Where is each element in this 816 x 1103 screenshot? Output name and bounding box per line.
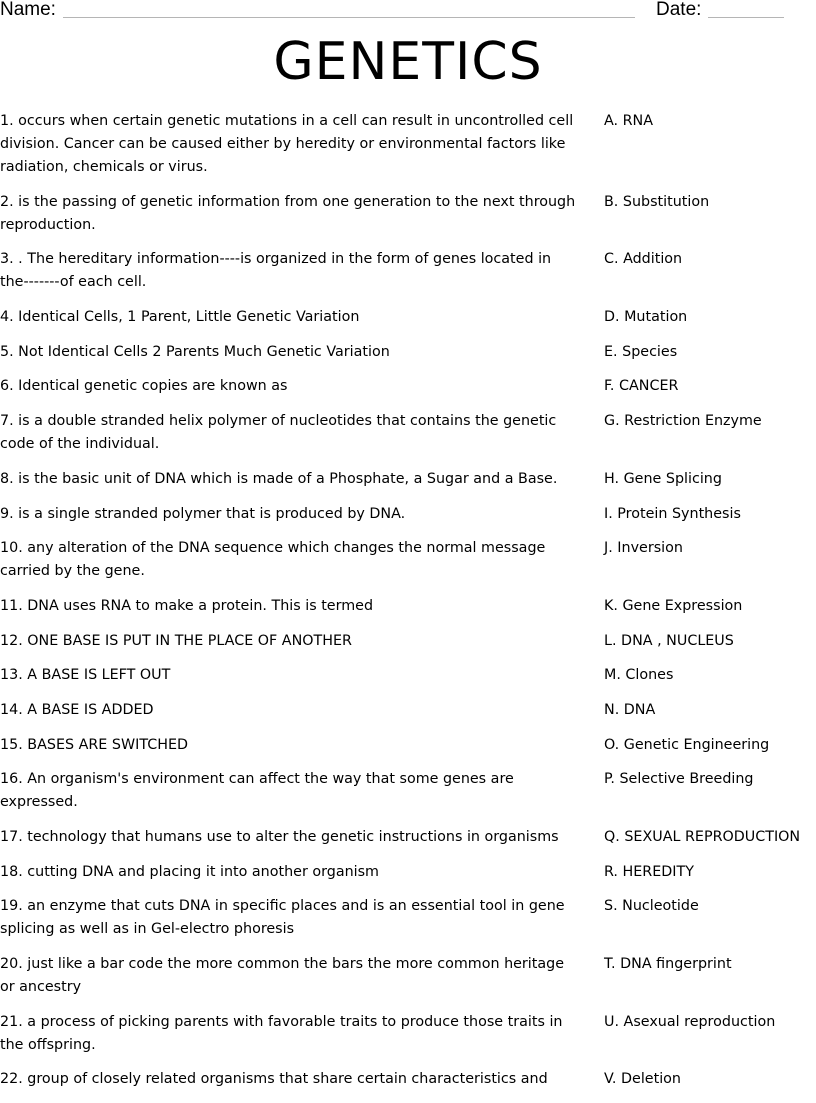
question-text: 6. Identical genetic copies are known as xyxy=(0,378,288,395)
page-title: GENETICS xyxy=(273,32,543,92)
answer-option: O. Genetic Engineering xyxy=(604,736,770,753)
question-row xyxy=(0,248,816,294)
answer-option: E. Species xyxy=(604,343,678,360)
question-row xyxy=(0,630,816,653)
answer-option: S. Nucleotide xyxy=(604,898,699,915)
question-row xyxy=(0,664,816,687)
question-text: 2. is the passing of genetic information from one generation to the next through reproduction. xyxy=(0,193,576,233)
question-row xyxy=(0,468,816,491)
answer-option: T. DNA fingerprint xyxy=(604,956,732,973)
answer-option: A. RNA xyxy=(604,113,654,129)
answer-option: L. DNA , NUCLEUS xyxy=(604,632,734,649)
answer-option: B. Substitution xyxy=(604,193,710,210)
question-row xyxy=(0,410,816,456)
question-row xyxy=(0,861,816,884)
answer-option: I. Protein Synthesis xyxy=(604,505,741,522)
answer-option: F. CANCER xyxy=(604,378,679,395)
answer-option: R. HEREDITY xyxy=(604,863,694,880)
question-row xyxy=(0,306,816,329)
answer-option: N. DNA xyxy=(604,701,656,718)
answer-option: P. Selective Breeding xyxy=(604,771,754,788)
question-row xyxy=(0,734,816,757)
question-row xyxy=(0,953,816,999)
question-row xyxy=(0,537,816,583)
header-row xyxy=(0,0,816,24)
question-text: 1. occurs when certain genetic mutations in a cell can result in uncontrolled cell division. Cancer can be caused either by heredity or environmental factors like radiation, chemicals or virus. xyxy=(0,113,574,175)
question-text: 19. an enzyme that cuts DNA in specific places and is an essential tool in gene splicing as well as in Gel-electro phoresis xyxy=(0,898,565,938)
answer-option: J. Inversion xyxy=(604,540,683,557)
question-text: 18. cutting DNA and placing it into another organism xyxy=(0,863,379,880)
question-text: 15. BASES ARE SWITCHED xyxy=(0,736,188,753)
question-text: 9. is a single stranded polymer that is produced by DNA. xyxy=(0,505,406,522)
question-text: 10. any alteration of the DNA sequence which changes the normal message carried by the gene. xyxy=(0,540,546,580)
question-row xyxy=(0,826,816,849)
answer-option: C. Addition xyxy=(604,251,683,268)
question-row xyxy=(0,503,816,526)
answer-option: D. Mutation xyxy=(604,309,688,326)
question-row xyxy=(0,191,816,237)
question-text: 14. A BASE IS ADDED xyxy=(0,701,154,718)
question-text: 5. Not Identical Cells 2 Parents Much Genetic Variation xyxy=(0,343,390,360)
answer-option: H. Gene Splicing xyxy=(604,470,722,487)
question-row xyxy=(0,895,816,941)
answer-option: K. Gene Expression xyxy=(604,597,743,614)
date-field[interactable] xyxy=(708,17,784,18)
question-text: 20. just like a bar code the more common the bars the more common heritage or ancestry xyxy=(0,956,565,996)
date-label: Date: xyxy=(656,0,702,20)
question-row xyxy=(0,1068,816,1091)
answer-option: Q. SEXUAL REPRODUCTION xyxy=(604,829,801,845)
question-row xyxy=(0,110,816,179)
answer-option: G. Restriction Enzyme xyxy=(604,413,762,430)
question-row xyxy=(0,768,816,814)
name-field[interactable] xyxy=(63,17,635,18)
question-text: 22. group of closely related organisms that share certain characteristics and xyxy=(0,1071,548,1088)
matching-list xyxy=(0,110,816,1103)
question-text: 21. a process of picking parents with favorable traits to produce those traits in the offspring. xyxy=(0,1013,563,1053)
question-row xyxy=(0,1011,816,1057)
question-text: 16. An organism's environment can affect the way that some genes are expressed. xyxy=(0,771,514,811)
question-text: 17. technology that humans use to alter the genetic instructions in organisms xyxy=(0,829,559,845)
answer-option: U. Asexual reproduction xyxy=(604,1013,776,1030)
answer-option: V. Deletion xyxy=(604,1071,681,1088)
question-text: 12. ONE BASE IS PUT IN THE PLACE OF ANOTHER xyxy=(0,632,352,649)
name-label: Name: xyxy=(0,0,56,20)
question-text: 8. is the basic unit of DNA which is made of a Phosphate, a Sugar and a Base. xyxy=(0,470,558,487)
question-text: 3. . The hereditary information----is organized in the form of genes located in the-------of each cell. xyxy=(0,251,552,291)
question-row xyxy=(0,341,816,364)
question-text: 11. DNA uses RNA to make a protein. This is termed xyxy=(0,597,374,614)
question-row xyxy=(0,699,816,722)
question-row xyxy=(0,595,816,618)
question-row xyxy=(0,375,816,398)
question-text: 4. Identical Cells, 1 Parent, Little Genetic Variation xyxy=(0,309,360,326)
question-text: 13. A BASE IS LEFT OUT xyxy=(0,667,171,684)
answer-option: M. Clones xyxy=(604,667,674,684)
question-text: 7. is a double stranded helix polymer of nucleotides that contains the genetic code of the individual. xyxy=(0,413,557,453)
